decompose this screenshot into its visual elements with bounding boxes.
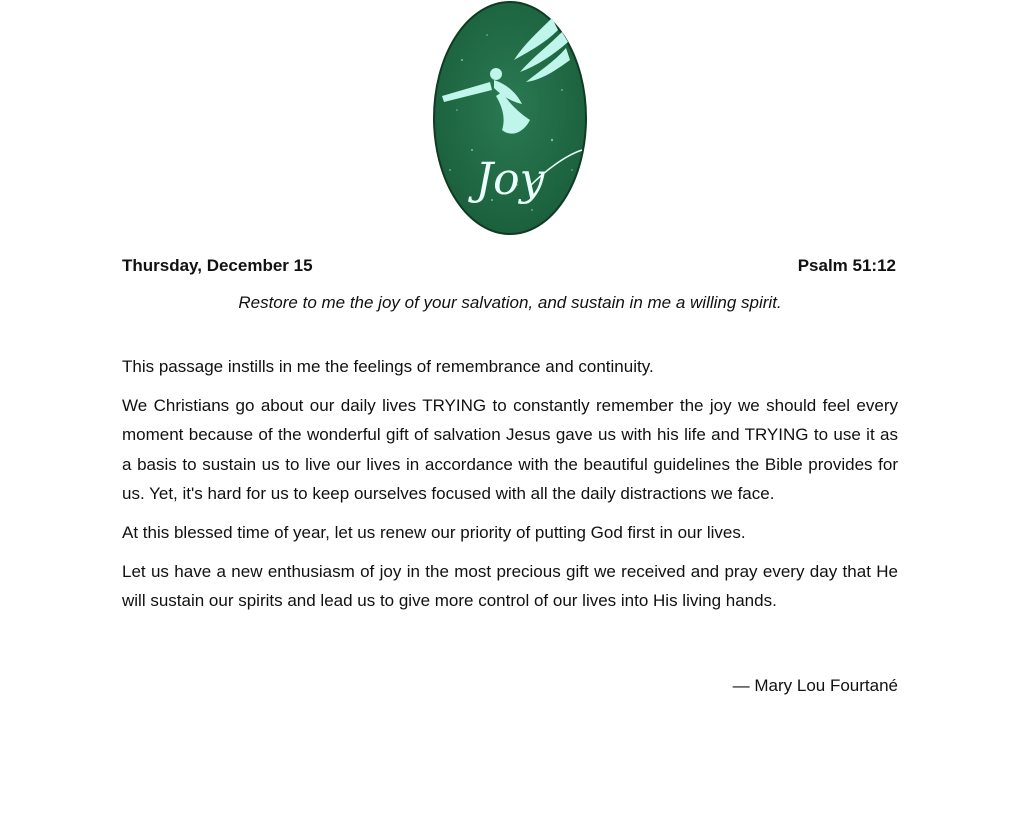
author-signature: — Mary Lou Fourtané	[732, 676, 898, 695]
scripture-reference: Psalm 51:12	[797, 256, 896, 275]
paragraph: Let us have a new enthusiasm of joy in the most precious gift we received and pray every day that He will sustain our spirits and lead us to give more control of our lives into His living hands.	[122, 562, 898, 611]
date: Thursday, December 15	[122, 256, 313, 275]
paragraph: We Christians go about our daily lives TRYING to constantly remember the joy we should feel every moment because of the wonderful gift of salvation Jesus gave us with his life and TRYING to use it as a basis to sustain us to live our lives in accordance with the beautiful guidelines the Bible provides for us. Yet, it's hard for us to keep ourselves focused with all the daily distractions we face.	[122, 396, 898, 503]
devotional-body	[122, 352, 898, 626]
paragraph: This passage instills in me the feelings of remembrance and continuity.	[122, 357, 654, 376]
scripture-verse: Restore to me the joy of your salvation, and sustain in me a willing spirit.	[238, 293, 782, 312]
joy-word: Joy	[475, 154, 545, 205]
joy-angel-ornament	[432, 0, 588, 236]
paragraph: At this blessed time of year, let us renew our priority of putting God first in our lives.	[122, 523, 746, 543]
header-row	[122, 256, 896, 280]
